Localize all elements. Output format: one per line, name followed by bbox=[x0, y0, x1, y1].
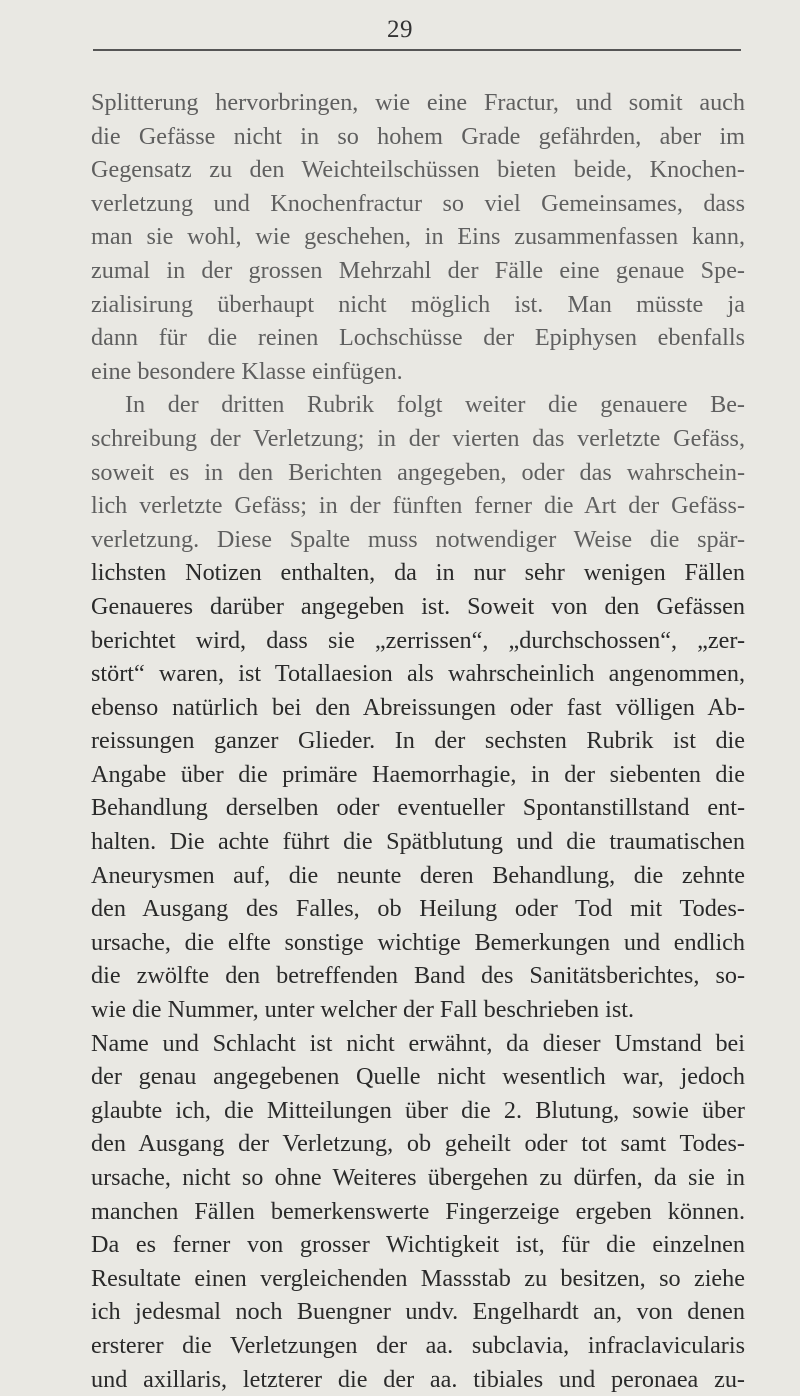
text-line: zumal in der grossen Mehrzahl der Fälle eine genaue Spe- bbox=[91, 256, 745, 284]
text-line: glaubte ich, die Mitteilungen über die 2. Blutung, sowie über bbox=[91, 1096, 745, 1124]
text-line: verletzung. Diese Spalte muss notwendiger Weise die spär- bbox=[91, 525, 745, 553]
text-line: dann für die reinen Lochschüsse der Epiphysen ebenfalls bbox=[91, 324, 745, 352]
text-line: halten. Die achte führt die Spätblutung und die traumatischen bbox=[91, 828, 745, 856]
text-line: Gegensatz zu den Weichteilschüssen bieten beide, Knochen- bbox=[91, 156, 745, 184]
page-number: 29 bbox=[387, 16, 413, 43]
text-line: In der dritten Rubrik folgt weiter die genauere Be- bbox=[125, 391, 745, 419]
text-line: Splitterung hervorbringen, wie eine Fractur, und somit auch bbox=[91, 89, 745, 116]
text-line: reissungen ganzer Glieder. In der sechsten Rubrik ist die bbox=[91, 727, 745, 755]
text-line: die Gefässe nicht in so hohem Grade gefährden, aber im bbox=[91, 122, 745, 150]
header-rule bbox=[93, 49, 741, 51]
text-line: lichsten Notizen enthalten, da in nur sehr wenigen Fällen bbox=[91, 559, 745, 587]
text-line: man sie wohl, wie geschehen, in Eins zusammenfassen kann, bbox=[91, 223, 745, 251]
text-line: ursache, nicht so ohne Weiteres übergehen zu dürfen, da sie in bbox=[91, 1164, 745, 1191]
text-line: den Ausgang des Falles, ob Heilung oder Tod mit Todes- bbox=[91, 895, 745, 923]
text-line: lich verletzte Gefäss; in der fünften ferner die Art der Gefäss- bbox=[91, 492, 745, 520]
text-line: zialisirung überhaupt nicht möglich ist. Man müsste ja bbox=[91, 290, 745, 318]
text-line: Genaueres darüber angegeben ist. Soweit von den Gefässen bbox=[91, 592, 745, 620]
text-line: stört“ waren, ist Totallaesion als wahrscheinlich angenommen, bbox=[91, 660, 745, 688]
text-line: verletzung und Knochenfractur so viel Gemeinsames, dass bbox=[91, 189, 745, 217]
text-line: ursache, die elfte sonstige wichtige Bemerkungen und endlich bbox=[91, 928, 745, 956]
text-line: eine besondere Klasse einfügen. bbox=[91, 357, 403, 385]
text-line: der genau angegebenen Quelle nicht wesentlich war, jedoch bbox=[91, 1063, 745, 1091]
text-line: ebenso natürlich bei den Abreissungen oder fast völligen Ab- bbox=[91, 693, 745, 721]
text-line: und axillaris, letzterer die der aa. tibiales und peronaea zu- bbox=[91, 1365, 745, 1393]
text-line: ersterer die Verletzungen der aa. subclavia, infraclavicularis bbox=[91, 1331, 745, 1359]
text-line: soweit es in den Berichten angegeben, oder das wahrschein- bbox=[91, 458, 745, 486]
text-line: Angabe über die primäre Haemorrhagie, in der siebenten die bbox=[91, 760, 745, 788]
text-line: Resultate einen vergleichenden Massstab zu besitzen, so ziehe bbox=[91, 1264, 745, 1292]
text-line: Da es ferner von grosser Wichtigkeit ist, für die einzelnen bbox=[91, 1231, 745, 1259]
body-text bbox=[91, 86, 745, 1396]
text-line: schreibung der Verletzung; in der vierten das verletzte Gefäss, bbox=[91, 424, 745, 452]
text-line: manchen Fällen bemerkenswerte Fingerzeige ergeben können. bbox=[91, 1197, 745, 1225]
text-line: den Ausgang der Verletzung, ob geheilt oder tot samt Todes- bbox=[91, 1130, 745, 1158]
text-line: Behandlung derselben oder eventueller Spontanstillstand ent- bbox=[91, 794, 745, 822]
text-line: wie die Nummer, unter welcher der Fall beschrieben ist. bbox=[91, 996, 635, 1024]
text-line: berichtet wird, dass sie „zerrissen“, „durchschossen“, „zer- bbox=[91, 626, 745, 654]
text-line: ich jedesmal noch Buengner undv. Engelhardt an, von denen bbox=[91, 1298, 745, 1326]
text-line: die zwölfte den betreffenden Band des Sanitätsberichtes, so- bbox=[91, 962, 745, 990]
text-line: Name und Schlacht ist nicht erwähnt, da dieser Umstand bei bbox=[91, 1029, 745, 1057]
text-line: Aneurysmen auf, die neunte deren Behandlung, die zehnte bbox=[91, 861, 745, 889]
